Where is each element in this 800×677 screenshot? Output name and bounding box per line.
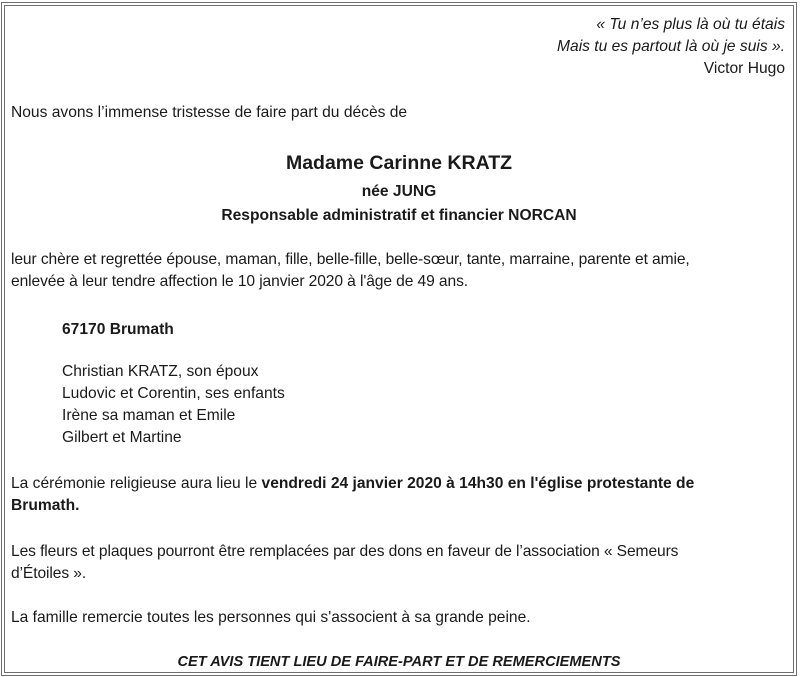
ceremony-place: Brumath. [11, 497, 80, 514]
family-member: Ludovic et Corentin, ses enfants [62, 385, 285, 402]
deceased-role: Responsable administratif et financier NORCAN [221, 207, 577, 224]
location: 67170 Brumath [62, 321, 174, 338]
footer-notice: CET AVIS TIENT LIEU DE FAIRE-PART ET DE REMERCIEMENTS [177, 654, 621, 670]
flowers-line: d’Étoiles ». [11, 565, 87, 582]
family-member: Gilbert et Martine [62, 429, 182, 446]
obituary-notice [5, 6, 793, 672]
intro-text: Nous avons l’immense tristesse de faire part du décès de [11, 104, 408, 121]
family-list [62, 361, 285, 449]
thanks-text: La famille remercie toutes les personnes qui s'associent à sa grande peine. [11, 609, 531, 626]
deceased-name: Madame Carinne KRATZ [285, 152, 513, 174]
epigraph-line: Mais tu es partout là où je suis ». [557, 38, 785, 55]
epigraph-author: Victor Hugo [703, 60, 785, 77]
ceremony-paragraph [11, 473, 785, 517]
maiden-name: née JUNG [361, 183, 437, 200]
family-member: Irène sa maman et Emile [62, 407, 236, 424]
flowers-line: Les fleurs et plaques pourront être remplacées par des dons en faveur de l’association « Semeurs [11, 543, 679, 560]
epigraph-line: « Tu n’es plus là où tu étais [596, 16, 785, 33]
flowers-paragraph [11, 541, 785, 585]
relations-line: enlevée à leur tendre affection le 10 janvier 2020 à l'âge de 49 ans. [11, 273, 469, 290]
relations-line: leur chère et regrettée épouse, maman, fille, belle-fille, belle-sœur, tante, marraine, parente et amie, [11, 251, 690, 268]
epigraph [557, 14, 785, 80]
ceremony-details: vendredi 24 janvier 2020 à 14h30 en l'église protestante de [261, 475, 695, 492]
relations-paragraph [11, 249, 785, 293]
family-member: Christian KRATZ, son époux [62, 363, 259, 380]
ceremony-prefix: La cérémonie religieuse aura lieu le [11, 475, 262, 492]
obituary-frame [1, 2, 797, 676]
